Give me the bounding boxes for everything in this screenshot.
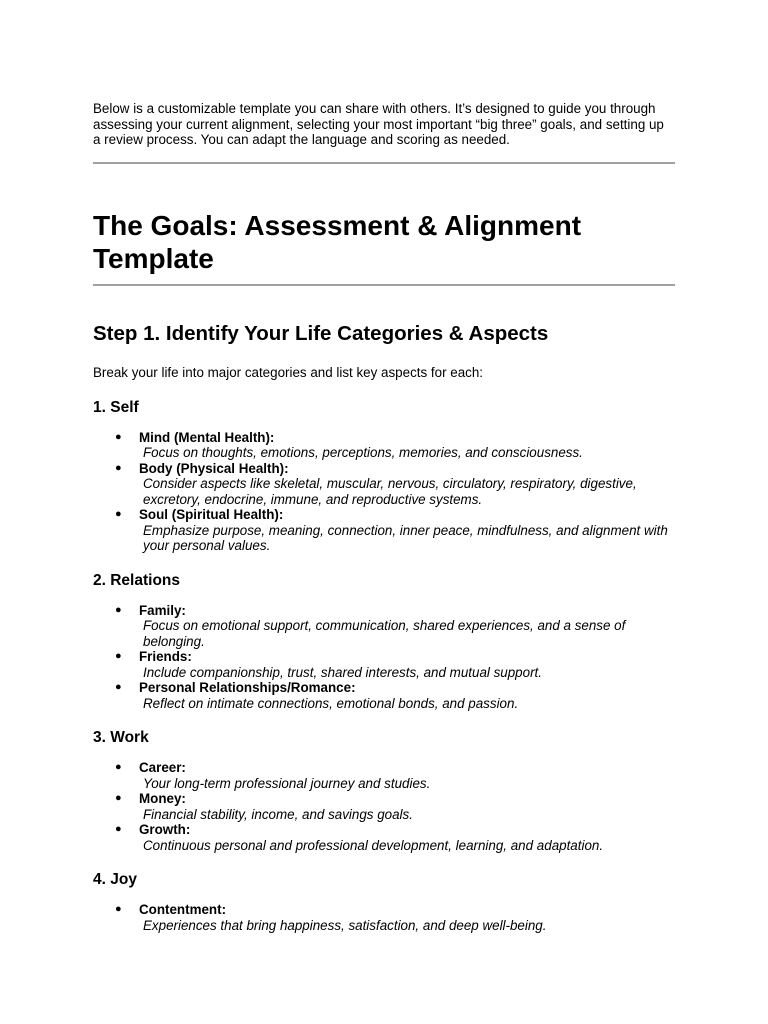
item-label: Growth:	[139, 822, 191, 838]
item-description: Focus on thoughts, emotions, perceptions, memories, and consciousness.	[143, 445, 583, 461]
horizontal-rule	[93, 162, 675, 164]
bullet-icon: ●	[115, 903, 122, 916]
bullet-list	[93, 603, 675, 712]
item-label: Mind (Mental Health):	[139, 429, 275, 445]
bullet-list	[93, 760, 675, 853]
item-description: Focus on emotional support, communication, shared experiences, and a sense of belonging.	[143, 618, 626, 649]
item-description: Financial stability, income, and savings goals.	[143, 806, 413, 822]
item-label: Body (Physical Health):	[139, 460, 289, 476]
list-item	[93, 791, 675, 822]
list-item	[93, 430, 675, 461]
bullet-icon: ●	[115, 761, 122, 774]
item-label: Money:	[139, 791, 186, 807]
horizontal-rule	[93, 284, 675, 286]
item-description: Emphasize purpose, meaning, connection, inner peace, mindfulness, and alignment with your personal values.	[143, 522, 668, 554]
item-label: Family:	[139, 602, 186, 618]
item-description: Continuous personal and professional development, learning, and adaptation.	[143, 837, 604, 853]
document-page	[93, 101, 675, 933]
section	[93, 399, 675, 554]
section-heading: 4. Joy	[93, 871, 137, 889]
item-label: Soul (Spiritual Health):	[139, 507, 284, 523]
section-heading: 2. Relations	[93, 571, 180, 589]
section	[93, 871, 675, 933]
bullet-list	[93, 430, 675, 554]
item-label: Friends:	[139, 649, 192, 665]
bullet-list	[93, 902, 675, 933]
bullet-icon: ●	[115, 430, 122, 443]
document-title: The Goals: Assessment & Alignment Template	[93, 209, 582, 274]
item-label: Personal Relationships/Romance:	[139, 680, 356, 696]
item-label: Career:	[139, 760, 186, 776]
list-item	[93, 680, 675, 711]
list-item	[93, 507, 675, 554]
list-item	[93, 649, 675, 680]
bullet-icon: ●	[115, 681, 122, 694]
list-item	[93, 902, 675, 933]
sections-container	[93, 399, 675, 934]
list-item	[93, 760, 675, 791]
section-heading: 1. Self	[93, 398, 139, 416]
item-description: Consider aspects like skeletal, muscular, nervous, circulatory, respiratory, digestive, excretory, endocrine, immune, and reproductive systems.	[143, 476, 637, 507]
bullet-icon: ●	[115, 603, 122, 616]
step-1-heading: Step 1. Identify Your Life Categories & Aspects	[93, 321, 549, 345]
bullet-icon: ●	[115, 650, 122, 663]
item-description: Include companionship, trust, shared interests, and mutual support.	[143, 664, 542, 680]
list-item	[93, 603, 675, 650]
list-item	[93, 822, 675, 853]
item-label: Contentment:	[139, 902, 227, 918]
bullet-icon: ●	[115, 461, 122, 474]
item-description: Reflect on intimate connections, emotional bonds, and passion.	[143, 695, 519, 711]
bullet-icon: ●	[115, 792, 122, 805]
item-description: Experiences that bring happiness, satisfaction, and deep well-being.	[143, 917, 547, 933]
step-1-intro: Break your life into major categories and list key aspects for each:	[93, 364, 484, 380]
intro-paragraph: Below is a customizable template you can share with others. It’s designed to guide you through assessing your current alignment, selecting your most important “big three” goals, and setting up a review process. You can adapt the language and scoring as needed.	[93, 101, 664, 148]
section	[93, 729, 675, 853]
section	[93, 572, 675, 712]
bullet-icon: ●	[115, 508, 122, 521]
section-heading: 3. Work	[93, 729, 149, 747]
list-item	[93, 461, 675, 508]
bullet-icon: ●	[115, 823, 122, 836]
item-description: Your long-term professional journey and studies.	[143, 775, 431, 791]
